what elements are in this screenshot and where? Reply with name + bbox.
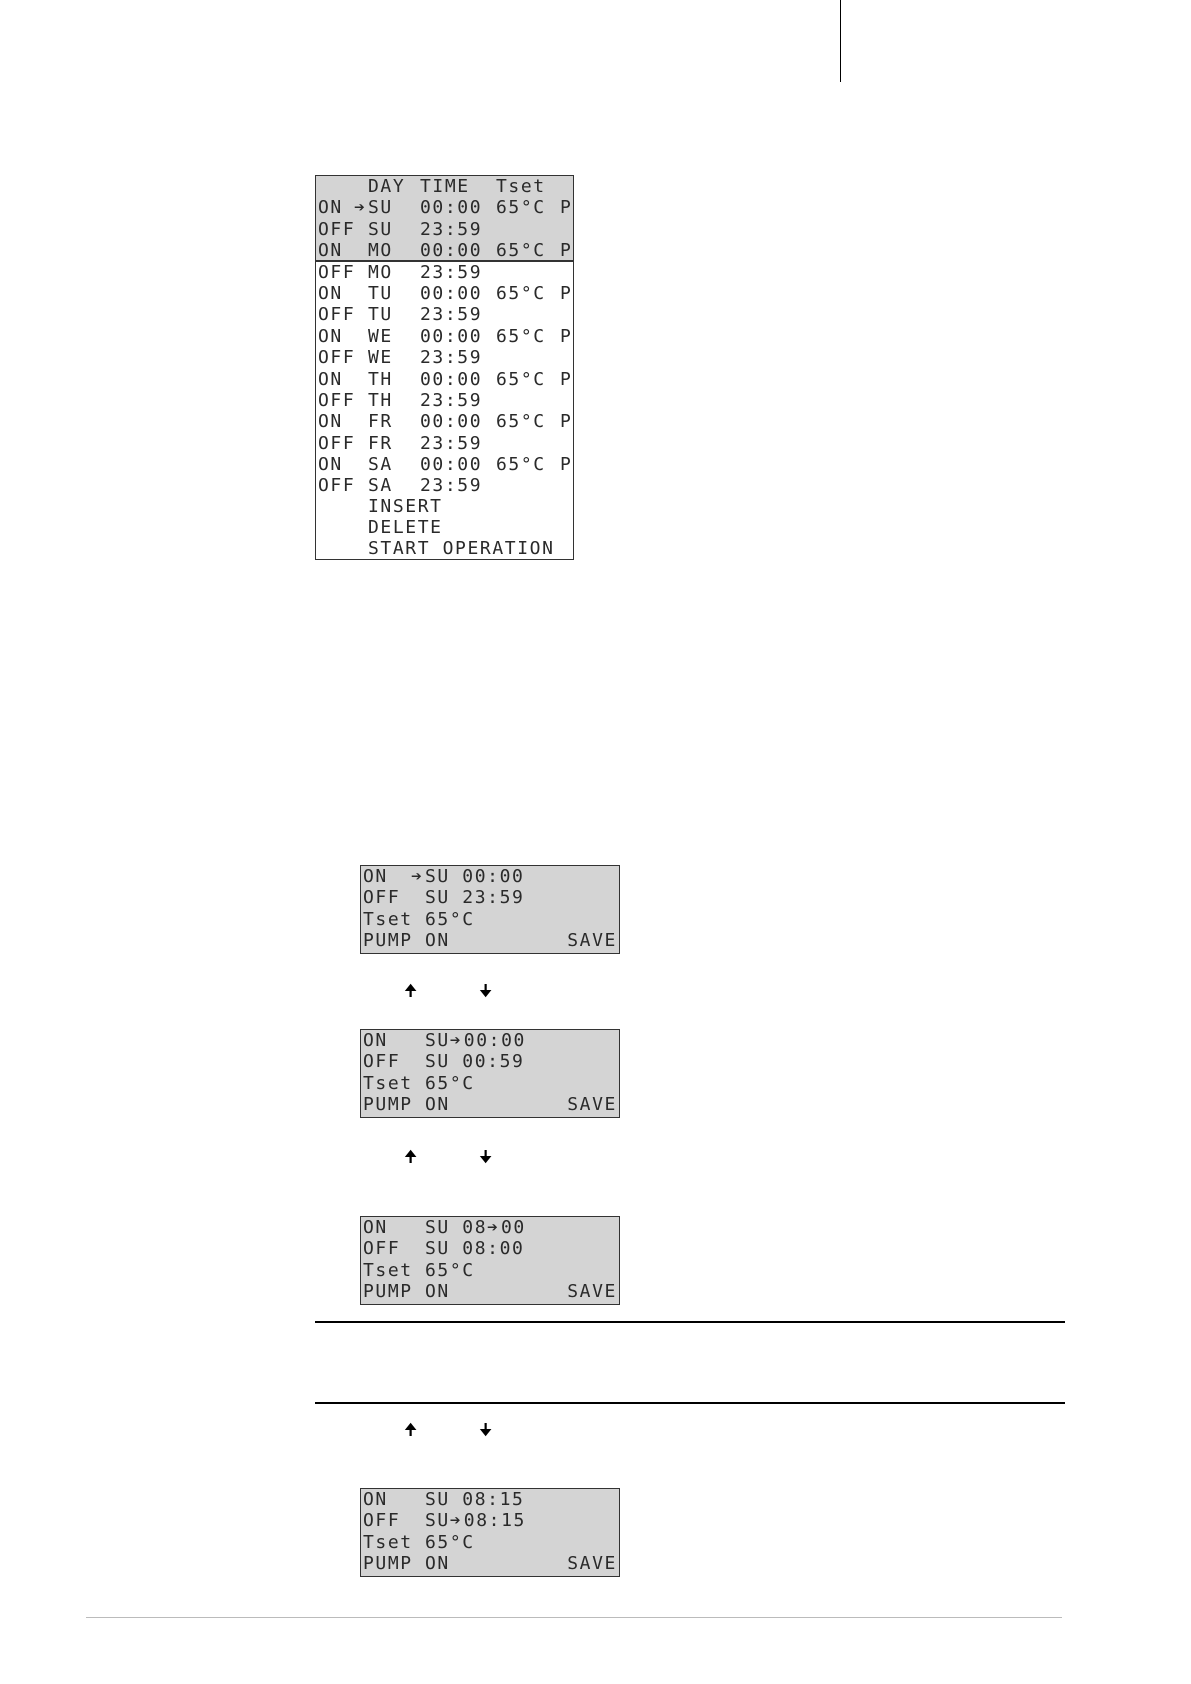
row-time: 23:59 bbox=[420, 389, 483, 411]
edit-line-value: ON bbox=[425, 1094, 450, 1116]
row-tset: 65°C bbox=[496, 197, 546, 219]
edit-line-value: 65°C bbox=[425, 1531, 475, 1553]
row-tset: 65°C bbox=[496, 325, 546, 347]
note-rule-top bbox=[315, 1321, 1065, 1323]
row-day: MO bbox=[368, 261, 393, 283]
row-pump: P bbox=[560, 454, 573, 476]
row-state: OFF bbox=[318, 432, 356, 454]
cursor-arrow-icon: ➔ bbox=[354, 197, 367, 219]
schedule-row[interactable] bbox=[316, 262, 573, 283]
edit-line-value: SU 23:59 bbox=[425, 887, 525, 909]
cursor-arrow-icon: ➔ bbox=[411, 866, 424, 887]
row-pump: P bbox=[560, 368, 573, 390]
row-state: ON bbox=[318, 368, 343, 390]
edit-line[interactable] bbox=[361, 1238, 619, 1259]
action-label: START OPERATION bbox=[368, 538, 555, 559]
save-button[interactable]: SAVE bbox=[567, 930, 617, 952]
row-pump: P bbox=[560, 325, 573, 347]
schedule-row[interactable] bbox=[316, 411, 573, 432]
row-day: WE bbox=[368, 325, 393, 347]
edit-line-label: PUMP bbox=[363, 1094, 413, 1116]
down-arrow-icon: 🠋 bbox=[479, 1420, 493, 1439]
edit-line-value: 65°C bbox=[425, 1259, 475, 1281]
edit-line-label: PUMP bbox=[363, 930, 413, 952]
edit-line-value: SU 08 bbox=[425, 1217, 488, 1238]
down-arrow-icon: 🠋 bbox=[479, 981, 493, 1000]
edit-line-label: OFF bbox=[363, 1510, 401, 1532]
edit-line-value: ON bbox=[425, 930, 450, 952]
schedule-header-row bbox=[316, 176, 573, 197]
row-state: ON bbox=[318, 240, 343, 262]
cursor-arrow-icon: ➔ bbox=[449, 1030, 463, 1051]
row-day: FR bbox=[368, 432, 393, 454]
edit-line-label: Tset bbox=[363, 1072, 413, 1094]
edit-line-value: SU 08:15 bbox=[425, 1489, 525, 1510]
edit-line-label: OFF bbox=[363, 887, 401, 909]
up-arrow-icon: 🠉 bbox=[404, 1147, 418, 1166]
footer-rule bbox=[86, 1617, 1062, 1618]
edit-line[interactable] bbox=[361, 1510, 619, 1531]
edit-line[interactable] bbox=[361, 1260, 619, 1281]
edit-line[interactable] bbox=[361, 1030, 619, 1051]
edit-line-value: 65°C bbox=[425, 1072, 475, 1094]
row-time: 00:00 bbox=[420, 240, 483, 262]
edit-screen bbox=[360, 1488, 620, 1577]
row-time: 23:59 bbox=[420, 347, 483, 369]
note-rule-bottom bbox=[315, 1402, 1065, 1404]
edit-line-value: SU bbox=[425, 1030, 450, 1051]
edit-line[interactable] bbox=[361, 887, 619, 908]
schedule-row[interactable] bbox=[316, 433, 573, 454]
top-vertical-rule bbox=[840, 0, 841, 82]
schedule-row[interactable] bbox=[316, 390, 573, 411]
row-day: TU bbox=[368, 282, 393, 304]
schedule-row[interactable] bbox=[316, 240, 573, 261]
row-time: 00:00 bbox=[420, 325, 483, 347]
schedule-row[interactable] bbox=[316, 326, 573, 347]
row-state: OFF bbox=[318, 347, 356, 369]
edit-line-label: ON bbox=[363, 1030, 388, 1051]
edit-line-value: ON bbox=[425, 1553, 450, 1575]
cursor-arrow-icon: ➔ bbox=[487, 1217, 500, 1238]
header-tset: Tset bbox=[496, 176, 546, 197]
row-state: ON bbox=[318, 197, 343, 219]
row-state: ON bbox=[318, 454, 343, 476]
cursor-arrow-icon: ➔ bbox=[449, 1510, 463, 1532]
schedule-row[interactable] bbox=[316, 369, 573, 390]
row-time: 23:59 bbox=[420, 261, 483, 283]
row-time: 23:59 bbox=[420, 304, 483, 326]
row-time: 23:59 bbox=[420, 218, 483, 240]
row-day: SU bbox=[368, 218, 393, 240]
row-state: ON bbox=[318, 325, 343, 347]
row-pump: P bbox=[560, 240, 573, 262]
edit-line[interactable] bbox=[361, 1094, 619, 1115]
save-button[interactable]: SAVE bbox=[567, 1553, 617, 1575]
edit-line[interactable] bbox=[361, 909, 619, 930]
schedule-list-display bbox=[315, 175, 574, 560]
action-label: INSERT bbox=[368, 496, 443, 517]
edit-line-label: OFF bbox=[363, 1238, 401, 1260]
row-tset: 65°C bbox=[496, 240, 546, 262]
edit-line-label: ON bbox=[363, 866, 388, 887]
edit-screen bbox=[360, 865, 620, 954]
edit-line-value: SU 00:59 bbox=[425, 1051, 525, 1073]
edit-line-value: SU 08:00 bbox=[425, 1238, 525, 1260]
row-day: TH bbox=[368, 368, 393, 390]
edit-line-value-selected: 00 bbox=[501, 1217, 526, 1238]
edit-screen bbox=[360, 1029, 620, 1118]
row-tset: 65°C bbox=[496, 454, 546, 476]
row-time: 00:00 bbox=[420, 197, 483, 219]
action-label: DELETE bbox=[368, 517, 443, 538]
menu-action[interactable] bbox=[316, 496, 573, 517]
schedule-row[interactable] bbox=[316, 347, 573, 368]
row-day: FR bbox=[368, 411, 393, 433]
header-time: TIME bbox=[420, 176, 470, 197]
edit-line[interactable] bbox=[361, 1489, 619, 1510]
schedule-row[interactable] bbox=[316, 454, 573, 475]
row-state: OFF bbox=[318, 475, 356, 497]
header-day: DAY bbox=[368, 176, 406, 197]
row-day: MO bbox=[368, 240, 393, 262]
edit-line-label: PUMP bbox=[363, 1281, 413, 1303]
up-arrow-icon: 🠉 bbox=[404, 1420, 418, 1439]
row-day: TH bbox=[368, 389, 393, 411]
edit-line[interactable] bbox=[361, 1073, 619, 1094]
edit-line[interactable] bbox=[361, 1281, 619, 1302]
row-state: OFF bbox=[318, 304, 356, 326]
edit-screen bbox=[360, 1216, 620, 1305]
row-pump: P bbox=[560, 411, 573, 433]
row-time: 23:59 bbox=[420, 475, 483, 497]
row-day: SA bbox=[368, 454, 393, 476]
row-time: 00:00 bbox=[420, 411, 483, 433]
schedule-row[interactable] bbox=[316, 304, 573, 325]
edit-line-label: Tset bbox=[363, 1531, 413, 1553]
menu-action[interactable] bbox=[316, 538, 573, 559]
edit-line[interactable] bbox=[361, 1051, 619, 1072]
row-pump: P bbox=[560, 197, 573, 219]
edit-line-label: OFF bbox=[363, 1051, 401, 1073]
row-day: TU bbox=[368, 304, 393, 326]
edit-line-value-selected: 00:00 bbox=[463, 1030, 526, 1051]
row-state: OFF bbox=[318, 261, 356, 283]
edit-line[interactable] bbox=[361, 930, 619, 951]
row-state: OFF bbox=[318, 218, 356, 240]
schedule-row[interactable] bbox=[316, 475, 573, 496]
edit-line-label: Tset bbox=[363, 1259, 413, 1281]
edit-line-label: PUMP bbox=[363, 1553, 413, 1575]
edit-line-label: ON bbox=[363, 1217, 388, 1238]
schedule-row[interactable] bbox=[316, 283, 573, 304]
down-arrow-icon: 🠋 bbox=[479, 1147, 493, 1166]
row-day: WE bbox=[368, 347, 393, 369]
edit-line-value: 65°C bbox=[425, 908, 475, 930]
row-day: SA bbox=[368, 475, 393, 497]
save-button[interactable]: SAVE bbox=[567, 1281, 617, 1303]
edit-line[interactable] bbox=[361, 1532, 619, 1553]
edit-line[interactable] bbox=[361, 1217, 619, 1238]
edit-line-value-selected: SU 00:00 bbox=[425, 866, 525, 887]
row-state: ON bbox=[318, 411, 343, 433]
row-day: SU bbox=[368, 197, 393, 219]
row-tset: 65°C bbox=[496, 282, 546, 304]
row-time: 23:59 bbox=[420, 432, 483, 454]
row-tset: 65°C bbox=[496, 411, 546, 433]
row-pump: P bbox=[560, 282, 573, 304]
menu-action[interactable] bbox=[316, 517, 573, 538]
save-button[interactable]: SAVE bbox=[567, 1094, 617, 1116]
edit-line[interactable] bbox=[361, 866, 619, 887]
schedule-row[interactable] bbox=[316, 197, 573, 218]
edit-line-label: ON bbox=[363, 1489, 388, 1510]
row-state: ON bbox=[318, 282, 343, 304]
up-arrow-icon: 🠉 bbox=[404, 981, 418, 1000]
edit-line-value: ON bbox=[425, 1281, 450, 1303]
edit-line-value-selected: 08:15 bbox=[463, 1510, 526, 1532]
row-time: 00:00 bbox=[420, 454, 483, 476]
row-state: OFF bbox=[318, 389, 356, 411]
row-tset: 65°C bbox=[496, 368, 546, 390]
edit-line[interactable] bbox=[361, 1553, 619, 1574]
edit-line-value: SU bbox=[425, 1510, 450, 1532]
row-time: 00:00 bbox=[420, 368, 483, 390]
edit-line-label: Tset bbox=[363, 908, 413, 930]
row-time: 00:00 bbox=[420, 282, 483, 304]
schedule-row[interactable] bbox=[316, 219, 573, 240]
